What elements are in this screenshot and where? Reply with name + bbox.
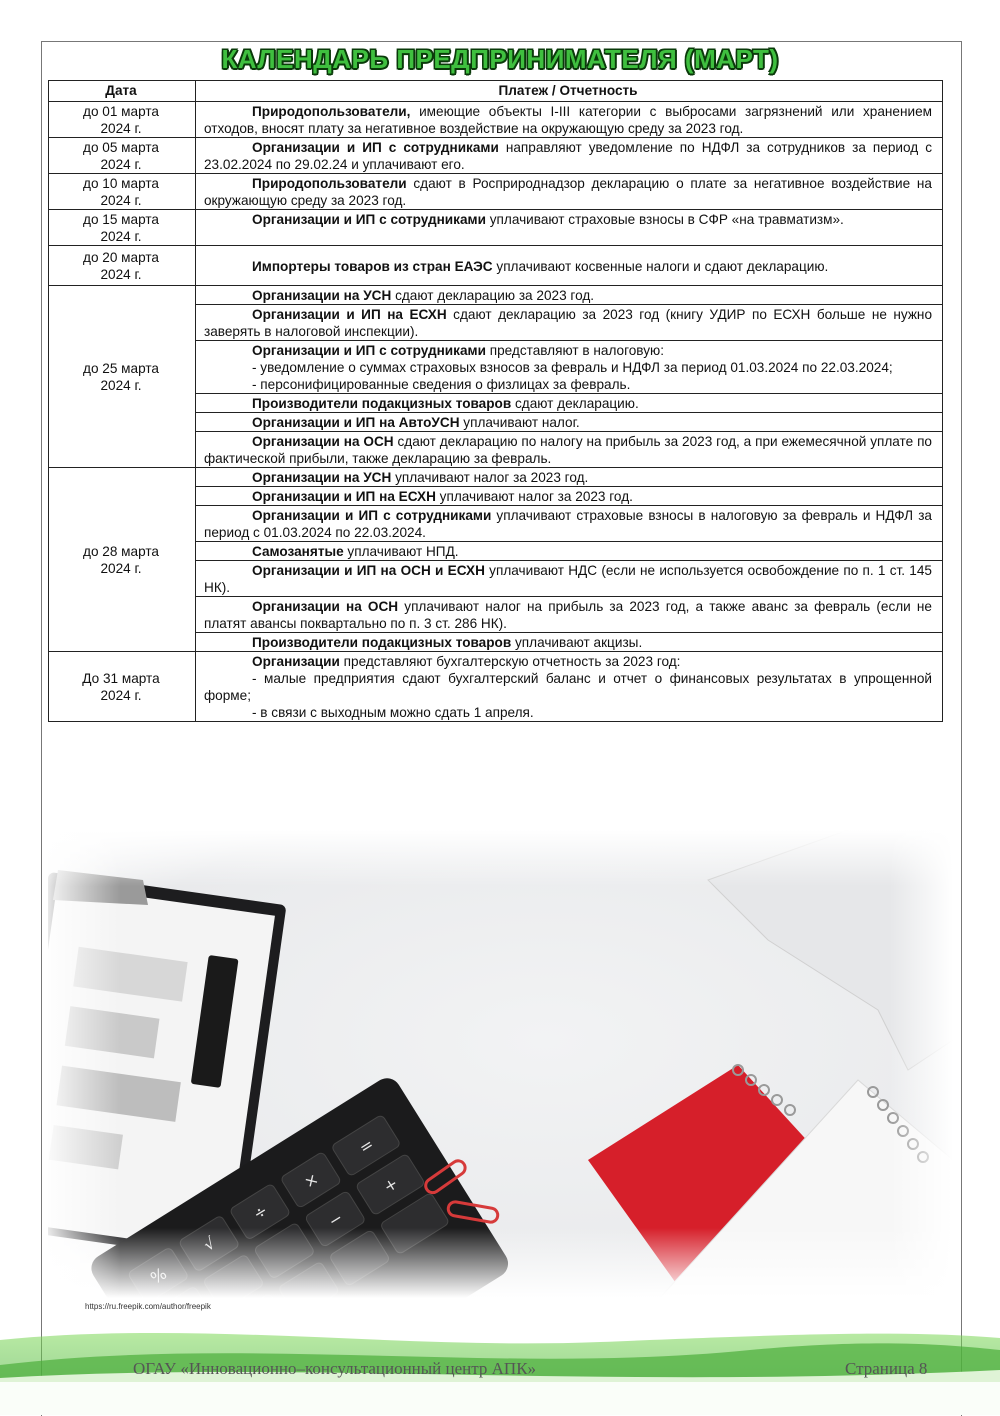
- payment-cell: Организации и ИП с сотрудниками уплачивают страховые взносы в налоговую за февраль и НДФЛ за период с 01.03.2024 по 22.03.2024.: [196, 506, 943, 542]
- bullet-item: - малые предприятия сдают бухгалтерский баланс и отчет о финансовых результатах в упрощенной форме;: [204, 671, 932, 703]
- table-row: [49, 138, 943, 174]
- payment-cell: Производители подакцизных товаров сдают декларацию.: [196, 394, 943, 413]
- table-row: [49, 102, 943, 138]
- payment-cell: Природопользователи сдают в Росприроднадзор декларацию о плате за негативное воздействие на окружающую среду за 2023 год.: [196, 174, 943, 210]
- date-cell: до 01 марта 2024 г.: [49, 102, 196, 138]
- table-row: [49, 174, 943, 210]
- date-cell: До 31 марта 2024 г.: [49, 652, 196, 722]
- date-cell: до 15 марта 2024 г.: [49, 210, 196, 246]
- table-row: [49, 286, 943, 305]
- payment-cell: Организации на ОСН сдают декларацию по налогу на прибыль за 2023 год, а при ежемесячной уплате по фактической прибыли, также декларацию за февраль.: [196, 432, 943, 468]
- payment-cell: Организации и ИП на АвтоУСН уплачивают налог.: [196, 413, 943, 432]
- calendar-table: [48, 80, 943, 722]
- payment-cell: Организации представляют бухгалтерскую отчетность за 2023 год: - малые предприятия сдают бухгалтерский баланс и отчет о финансовых результатах в упрощенной форме; - в связи с выходным можно сдать 1 апреля.: [196, 652, 943, 722]
- date-cell: до 20 марта 2024 г.: [49, 246, 196, 286]
- payment-cell: Организации и ИП с сотрудниками направляют уведомление по НДФЛ за сотрудников за период с 23.02.2024 по 29.02.24 и уплачивают его.: [196, 138, 943, 174]
- date-cell: до 28 марта 2024 г.: [49, 468, 196, 652]
- bullet-item: - в связи с выходным можно сдать 1 апреля.: [252, 705, 534, 720]
- payment-cell: Импортеры товаров из стран ЕАЭС уплачивают косвенные налоги и сдают декларацию.: [196, 246, 943, 286]
- payment-cell: Организации и ИП на ЕСХН сдают декларацию за 2023 год (книгу УДИР по ЕСХН больше не нужно заверять в налоговой инспекции).: [196, 305, 943, 341]
- table-header-row: [49, 81, 943, 102]
- payment-cell: Организации и ИП на ЕСХН уплачивают налог за 2023 год.: [196, 487, 943, 506]
- payment-cell: Организации и ИП с сотрудниками уплачивают страховые взносы в СФР «на травматизм».: [196, 210, 943, 246]
- date-cell: до 10 марта 2024 г.: [49, 174, 196, 210]
- payment-cell: Организации на ОСН уплачивают налог на прибыль за 2023 год, а также аванс за февраль (если не платят авансы поквартально по п. 3 ст. 286 НК).: [196, 597, 943, 633]
- payment-cell: Организации на УСН сдают декларацию за 2023 год.: [196, 286, 943, 305]
- table-row: [49, 210, 943, 246]
- footer-organization: ОГАУ «Инновационно–консультационный центр АПК»: [133, 1359, 537, 1378]
- image-credit: https://ru.freepik.com/author/freepik: [85, 1302, 211, 1311]
- header-date: Дата: [49, 81, 196, 102]
- header-payment: Платеж / Отчетность: [196, 81, 943, 102]
- footer-page-number: Страница 8: [845, 1359, 928, 1378]
- page-title: КАЛЕНДАРЬ ПРЕДПРИНИМАТЕЛЯ (МАРТ): [221, 44, 779, 74]
- bullet-item: - персонифицированные сведения о физлицах за февраль.: [252, 377, 631, 392]
- payment-cell: Природопользователи, имеющие объекты I-III категории с выбросами загрязнений или хранением отходов, вносят плату за негативное воздействие на окружающую среду за 2023 год.: [196, 102, 943, 138]
- payment-cell: Организации и ИП на ОСН и ЕСХН уплачивают НДС (если не используется освобождение по п. 1 ст. 145 НК).: [196, 561, 943, 597]
- payment-cell: Производители подакцизных товаров уплачивают акцизы.: [196, 633, 943, 652]
- table-row: [49, 468, 943, 487]
- office-illustration: [48, 830, 953, 1298]
- payment-cell: Самозанятые уплачивают НПД.: [196, 542, 943, 561]
- payment-cell: Организации на УСН уплачивают налог за 2023 год.: [196, 468, 943, 487]
- table-row: [49, 652, 943, 722]
- bullet-item: - уведомление о суммах страховых взносов за февраль и НДФЛ за период 01.03.2024 по 22.03.2024;: [252, 360, 893, 375]
- payment-cell: Организации и ИП с сотрудниками представляют в налоговую: - уведомление о суммах страховых взносов за февраль и НДФЛ за период 01.03.2024 по 22.03.2024; - персонифицированные сведения о физлицах за февраль.: [196, 341, 943, 394]
- date-cell: до 05 марта 2024 г.: [49, 138, 196, 174]
- date-cell: до 25 марта 2024 г.: [49, 286, 196, 468]
- table-row: [49, 246, 943, 286]
